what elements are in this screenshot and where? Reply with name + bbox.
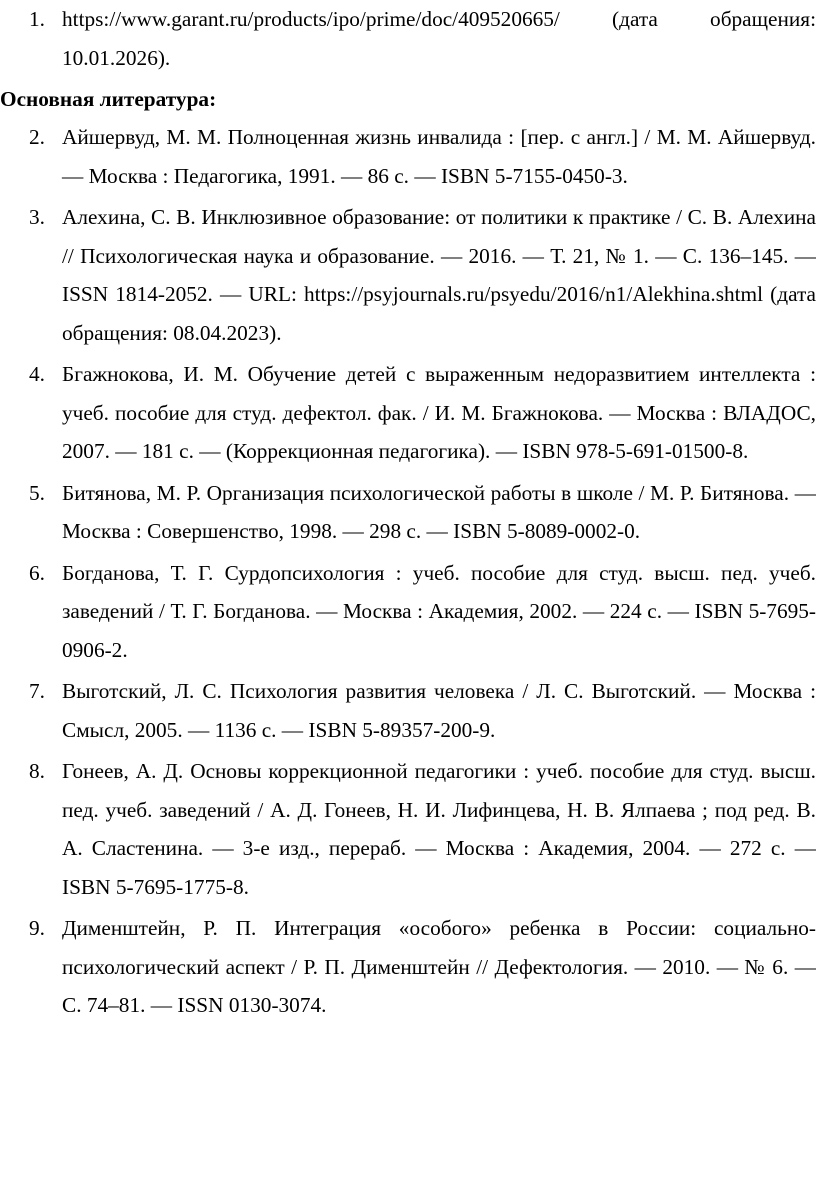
reference-text: Гонеев, А. Д. Основы коррекционной педагогики : учеб. пособие для студ. высш. пед. учеб. заведений / А. Д. Гонеев, Н. И. Лифинцева, Н. В. Ялпаева ; под ред. В. А. Сластенина. — 3-е изд., перераб. — Москва : Академия, 2004. — 272 с. — ISBN 5-7695-1775-8.	[62, 759, 816, 899]
reference-item	[0, 355, 816, 471]
reference-list-top	[0, 0, 816, 80]
reference-item	[0, 672, 816, 749]
reference-number: 2.	[29, 125, 45, 149]
reference-number: 8.	[29, 759, 45, 783]
reference-number: 9.	[29, 916, 45, 940]
reference-item	[0, 198, 816, 352]
reference-item	[0, 0, 816, 77]
reference-text: Битянова, М. Р. Организация психологической работы в школе / М. Р. Битянова. — Москва : Совершенство, 1998. — 298 с. — ISBN 5-8089-0002-0.	[62, 480, 816, 543]
reference-text: Бгажнокова, И. М. Обучение детей с выраженным недоразвитием интеллекта : учеб. пособие для студ. дефектол. фак. / И. М. Бгажнокова. — Москва : ВЛАДОС, 2007. — 181 с. — (Коррекционная педагогика). — ISBN 978-5-691-01500-8.	[62, 362, 816, 463]
reference-item	[0, 752, 816, 906]
reference-number: 1.	[29, 7, 45, 31]
reference-number: 4.	[29, 362, 45, 386]
reference-item	[0, 474, 816, 551]
reference-number: 3.	[29, 205, 45, 229]
reference-text: https://www.garant.ru/products/ipo/prime/doc/409520665/ (дата обращения: 10.01.2026).	[62, 7, 816, 70]
reference-text: Дименштейн, Р. П. Интеграция «особого» ребенка в России: социально-психологический аспект / Р. П. Дименштейн // Дефектология. — 2010. — № 6. — С. 74–81. — ISSN 0130-3074.	[62, 916, 816, 1017]
reference-item	[0, 118, 816, 195]
reference-number: 6.	[29, 560, 45, 585]
reference-item	[0, 554, 816, 670]
reference-item	[0, 909, 816, 1025]
reference-list-main	[0, 118, 816, 1028]
reference-number: 7.	[29, 679, 45, 703]
reference-text: Богданова, Т. Г. Сурдопсихология : учеб. пособие для студ. высш. пед. учеб. заведений / Т. Г. Богданова. — Москва : Академия, 2002. — 224 с. — ISBN 5-7695-0906-2.	[62, 560, 816, 662]
section-heading: Основная литература:	[0, 87, 217, 111]
reference-number: 5.	[29, 480, 45, 505]
reference-text: Выготский, Л. С. Психология развития человека / Л. С. Выготский. — Москва : Смысл, 2005. — 1136 с. — ISBN 5-89357-200-9.	[62, 679, 816, 742]
reference-text: Айшервуд, М. М. Полноценная жизнь инвалида : [пер. с англ.] / М. М. Айшервуд. — Москва : Педагогика, 1991. — 86 с. — ISBN 5-7155-0450-3.	[62, 125, 816, 188]
reference-text: Алехина, С. В. Инклюзивное образование: от политики к практике / С. В. Алехина // Психологическая наука и образование. — 2016. — Т. 21, № 1. — С. 136–145. — ISSN 1814-2052. — URL: https://psyjournals.ru/psyedu/2016/n1/Alekhina.shtml (дата обращения: 08.04.2023).	[62, 205, 816, 345]
